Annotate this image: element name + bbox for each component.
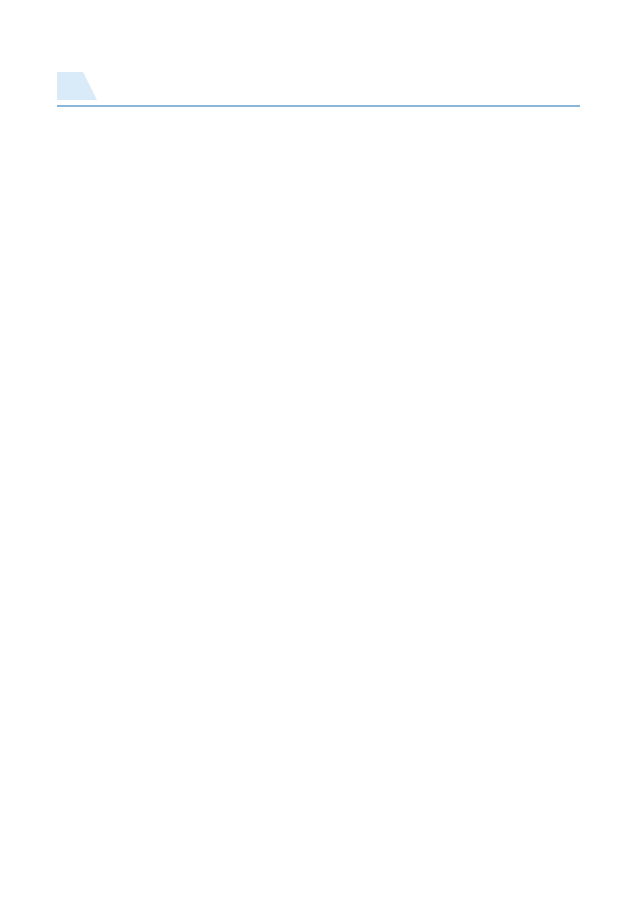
- section-note: [88, 127, 580, 147]
- section-title-tab: [57, 72, 97, 100]
- section-header: [57, 72, 580, 107]
